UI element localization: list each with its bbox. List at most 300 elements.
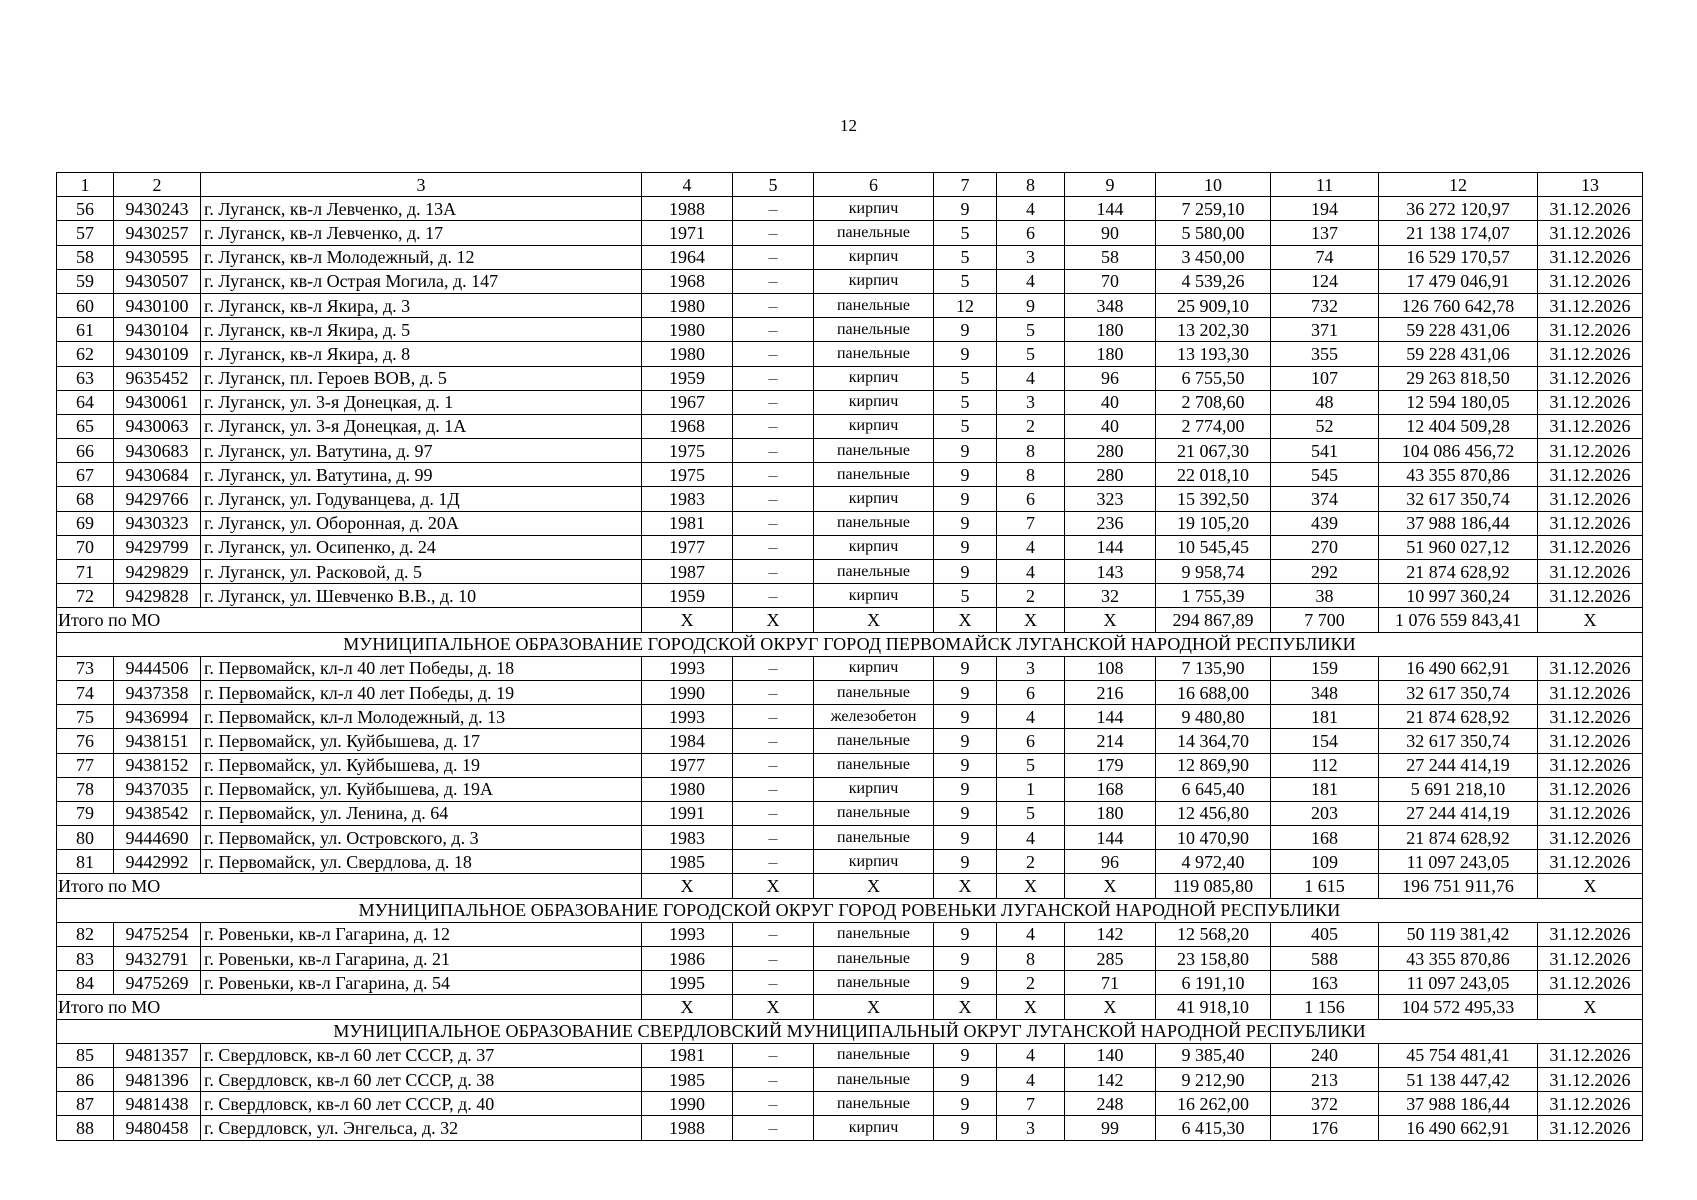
table-row <box>57 318 1643 342</box>
address-cell: г. Луганск, кв-л Острая Могила, д. 147 <box>201 269 642 293</box>
year-built-cell: 1990 <box>642 1092 733 1116</box>
cost-cell: 43 355 870,86 <box>1379 463 1538 487</box>
floors-cell: 9 <box>934 801 997 825</box>
entrances-cell: 7 <box>997 1092 1065 1116</box>
row-number-cell: 81 <box>57 850 114 874</box>
building-id-cell: 9444690 <box>114 826 201 850</box>
table-row <box>57 560 1643 584</box>
wall-material-cell: кирпич <box>814 414 934 438</box>
residents-cell: 112 <box>1271 753 1379 777</box>
total-value-cell: 1 615 <box>1271 874 1379 898</box>
entrances-cell: 4 <box>997 560 1065 584</box>
wall-material-cell: железобетон <box>814 705 934 729</box>
total-value-cell: X <box>934 874 997 898</box>
residents-cell: 292 <box>1271 560 1379 584</box>
row-number-cell: 58 <box>57 245 114 269</box>
cost-cell: 36 272 120,97 <box>1379 197 1538 221</box>
floors-cell: 9 <box>934 342 997 366</box>
reconstruction-year-cell: – <box>733 511 814 535</box>
total-value-cell: X <box>997 995 1065 1019</box>
apartments-cell: 323 <box>1065 487 1156 511</box>
municipality-title: МУНИЦИПАЛЬНОЕ ОБРАЗОВАНИЕ ГОРОДСКОЙ ОКРУГ ГОРОД ПЕРВОМАЙСК ЛУГАНСКОЙ НАРОДНОЙ РЕСПУБЛИКИ <box>57 632 1643 656</box>
cost-cell: 59 228 431,06 <box>1379 318 1538 342</box>
wall-material-cell: панельные <box>814 1043 934 1067</box>
address-cell: г. Луганск, кв-л Левченко, д. 17 <box>201 221 642 245</box>
buildings-registry-table <box>56 172 1643 1141</box>
area-cell: 10 470,90 <box>1156 826 1271 850</box>
row-number-cell: 66 <box>57 439 114 463</box>
area-cell: 25 909,10 <box>1156 293 1271 317</box>
reconstruction-year-cell: – <box>733 922 814 946</box>
reconstruction-year-cell: – <box>733 318 814 342</box>
address-cell: г. Луганск, пл. Героев ВОВ, д. 5 <box>201 366 642 390</box>
residents-cell: 168 <box>1271 826 1379 850</box>
year-built-cell: 1981 <box>642 511 733 535</box>
residents-cell: 270 <box>1271 535 1379 559</box>
reconstruction-year-cell: – <box>733 342 814 366</box>
entrances-cell: 2 <box>997 971 1065 995</box>
year-built-cell: 1993 <box>642 705 733 729</box>
cost-cell: 10 997 360,24 <box>1379 584 1538 608</box>
residents-cell: 52 <box>1271 414 1379 438</box>
row-number-cell: 67 <box>57 463 114 487</box>
floors-cell: 9 <box>934 1116 997 1140</box>
row-number-cell: 75 <box>57 705 114 729</box>
year-built-cell: 1986 <box>642 947 733 971</box>
address-cell: г. Луганск, кв-л Якира, д. 8 <box>201 342 642 366</box>
total-value-cell: 294 867,89 <box>1156 608 1271 632</box>
residents-cell: 159 <box>1271 656 1379 680</box>
apartments-cell: 179 <box>1065 753 1156 777</box>
year-built-cell: 1983 <box>642 487 733 511</box>
floors-cell: 9 <box>934 439 997 463</box>
building-id-cell: 9430109 <box>114 342 201 366</box>
cost-cell: 11 097 243,05 <box>1379 850 1538 874</box>
deadline-cell: 31.12.2026 <box>1538 705 1643 729</box>
residents-cell: 74 <box>1271 245 1379 269</box>
table-row <box>57 680 1643 704</box>
year-built-cell: 1988 <box>642 197 733 221</box>
deadline-cell: 31.12.2026 <box>1538 560 1643 584</box>
apartments-cell: 40 <box>1065 390 1156 414</box>
year-built-cell: 1993 <box>642 656 733 680</box>
building-id-cell: 9430063 <box>114 414 201 438</box>
row-number-cell: 71 <box>57 560 114 584</box>
wall-material-cell: панельные <box>814 1067 934 1091</box>
floors-cell: 9 <box>934 777 997 801</box>
row-number-cell: 65 <box>57 414 114 438</box>
deadline-cell: 31.12.2026 <box>1538 801 1643 825</box>
address-cell: г. Первомайск, ул. Куйбышева, д. 19 <box>201 753 642 777</box>
entrances-cell: 5 <box>997 318 1065 342</box>
table-row <box>57 1092 1643 1116</box>
floors-cell: 9 <box>934 656 997 680</box>
address-cell: г. Луганск, кв-л Якира, д. 5 <box>201 318 642 342</box>
year-built-cell: 1991 <box>642 801 733 825</box>
building-id-cell: 9438151 <box>114 729 201 753</box>
page-number: 12 <box>840 116 857 135</box>
wall-material-cell: панельные <box>814 753 934 777</box>
wall-material-cell: панельные <box>814 293 934 317</box>
table-row <box>57 971 1643 995</box>
apartments-cell: 32 <box>1065 584 1156 608</box>
reconstruction-year-cell: – <box>733 390 814 414</box>
reconstruction-year-cell: – <box>733 245 814 269</box>
table-row <box>57 366 1643 390</box>
column-header: 7 <box>934 173 997 197</box>
building-id-cell: 9442992 <box>114 850 201 874</box>
year-built-cell: 1977 <box>642 753 733 777</box>
total-value-cell: 119 085,80 <box>1156 874 1271 898</box>
area-cell: 13 193,30 <box>1156 342 1271 366</box>
wall-material-cell: панельные <box>814 922 934 946</box>
deadline-cell: 31.12.2026 <box>1538 826 1643 850</box>
floors-cell: 9 <box>934 826 997 850</box>
deadline-cell: 31.12.2026 <box>1538 1043 1643 1067</box>
apartments-cell: 180 <box>1065 342 1156 366</box>
reconstruction-year-cell: – <box>733 293 814 317</box>
apartments-cell: 96 <box>1065 366 1156 390</box>
residents-cell: 137 <box>1271 221 1379 245</box>
area-cell: 15 392,50 <box>1156 487 1271 511</box>
entrances-cell: 2 <box>997 414 1065 438</box>
row-number-cell: 72 <box>57 584 114 608</box>
table-row <box>57 1067 1643 1091</box>
building-id-cell: 9430061 <box>114 390 201 414</box>
municipality-title: МУНИЦИПАЛЬНОЕ ОБРАЗОВАНИЕ СВЕРДЛОВСКИЙ МУНИЦИПАЛЬНЫЙ ОКРУГ ЛУГАНСКОЙ НАРОДНОЙ РЕСПУБЛИКИ <box>57 1019 1643 1043</box>
reconstruction-year-cell: – <box>733 777 814 801</box>
address-cell: г. Луганск, ул. Осипенко, д. 24 <box>201 535 642 559</box>
deadline-cell: 31.12.2026 <box>1538 535 1643 559</box>
wall-material-cell: кирпич <box>814 584 934 608</box>
total-value-cell: 196 751 911,76 <box>1379 874 1538 898</box>
residents-cell: 240 <box>1271 1043 1379 1067</box>
column-header: 6 <box>814 173 934 197</box>
apartments-cell: 180 <box>1065 318 1156 342</box>
floors-cell: 9 <box>934 971 997 995</box>
apartments-cell: 58 <box>1065 245 1156 269</box>
building-id-cell: 9429766 <box>114 487 201 511</box>
wall-material-cell: панельные <box>814 511 934 535</box>
residents-cell: 372 <box>1271 1092 1379 1116</box>
floors-cell: 9 <box>934 197 997 221</box>
cost-cell: 27 244 414,19 <box>1379 753 1538 777</box>
area-cell: 6 191,10 <box>1156 971 1271 995</box>
building-id-cell: 9430595 <box>114 245 201 269</box>
municipality-title: МУНИЦИПАЛЬНОЕ ОБРАЗОВАНИЕ ГОРОДСКОЙ ОКРУГ ГОРОД РОВЕНЬКИ ЛУГАНСКОЙ НАРОДНОЙ РЕСПУБЛИКИ <box>57 898 1643 922</box>
table-row <box>57 439 1643 463</box>
reconstruction-year-cell: – <box>733 439 814 463</box>
reconstruction-year-cell: – <box>733 269 814 293</box>
deadline-cell: 31.12.2026 <box>1538 487 1643 511</box>
area-cell: 9 385,40 <box>1156 1043 1271 1067</box>
total-label: Итого по МО <box>57 874 642 898</box>
floors-cell: 9 <box>934 560 997 584</box>
address-cell: г. Луганск, ул. Ватутина, д. 99 <box>201 463 642 487</box>
apartments-cell: 71 <box>1065 971 1156 995</box>
building-id-cell: 9444506 <box>114 656 201 680</box>
area-cell: 9 958,74 <box>1156 560 1271 584</box>
area-cell: 2 708,60 <box>1156 390 1271 414</box>
deadline-cell: 31.12.2026 <box>1538 366 1643 390</box>
area-cell: 9 480,80 <box>1156 705 1271 729</box>
area-cell: 16 262,00 <box>1156 1092 1271 1116</box>
total-value-cell: X <box>733 608 814 632</box>
area-cell: 23 158,80 <box>1156 947 1271 971</box>
reconstruction-year-cell: – <box>733 705 814 729</box>
total-value-cell: 41 918,10 <box>1156 995 1271 1019</box>
cost-cell: 11 097 243,05 <box>1379 971 1538 995</box>
apartments-cell: 216 <box>1065 680 1156 704</box>
address-cell: г. Свердловск, кв-л 60 лет СССР, д. 40 <box>201 1092 642 1116</box>
area-cell: 10 545,45 <box>1156 535 1271 559</box>
table-row <box>57 947 1643 971</box>
entrances-cell: 4 <box>997 269 1065 293</box>
area-cell: 14 364,70 <box>1156 729 1271 753</box>
table-row <box>57 584 1643 608</box>
residents-cell: 38 <box>1271 584 1379 608</box>
entrances-cell: 2 <box>997 850 1065 874</box>
address-cell: г. Свердловск, ул. Энгельса, д. 32 <box>201 1116 642 1140</box>
building-id-cell: 9430684 <box>114 463 201 487</box>
apartments-cell: 180 <box>1065 801 1156 825</box>
reconstruction-year-cell: – <box>733 729 814 753</box>
apartments-cell: 280 <box>1065 439 1156 463</box>
building-id-cell: 9430683 <box>114 439 201 463</box>
year-built-cell: 1987 <box>642 560 733 584</box>
year-built-cell: 1995 <box>642 971 733 995</box>
entrances-cell: 4 <box>997 1067 1065 1091</box>
area-cell: 9 212,90 <box>1156 1067 1271 1091</box>
row-number-cell: 80 <box>57 826 114 850</box>
table-row <box>57 342 1643 366</box>
building-id-cell: 9429799 <box>114 535 201 559</box>
area-cell: 2 774,00 <box>1156 414 1271 438</box>
reconstruction-year-cell: – <box>733 487 814 511</box>
address-cell: г. Луганск, кв-л Молодежный, д. 12 <box>201 245 642 269</box>
reconstruction-year-cell: – <box>733 535 814 559</box>
wall-material-cell: кирпич <box>814 269 934 293</box>
year-built-cell: 1971 <box>642 221 733 245</box>
building-id-cell: 9429829 <box>114 560 201 584</box>
entrances-cell: 5 <box>997 801 1065 825</box>
address-cell: г. Луганск, ул. Шевченко В.В., д. 10 <box>201 584 642 608</box>
row-number-cell: 59 <box>57 269 114 293</box>
apartments-cell: 214 <box>1065 729 1156 753</box>
building-id-cell: 9480458 <box>114 1116 201 1140</box>
area-cell: 4 539,26 <box>1156 269 1271 293</box>
year-built-cell: 1959 <box>642 584 733 608</box>
cost-cell: 51 138 447,42 <box>1379 1067 1538 1091</box>
apartments-cell: 40 <box>1065 414 1156 438</box>
column-header: 12 <box>1379 173 1538 197</box>
entrances-cell: 4 <box>997 1043 1065 1067</box>
deadline-cell: 31.12.2026 <box>1538 318 1643 342</box>
residents-cell: 541 <box>1271 439 1379 463</box>
total-value-cell: 7 700 <box>1271 608 1379 632</box>
building-id-cell: 9430507 <box>114 269 201 293</box>
table-row <box>57 753 1643 777</box>
residents-cell: 181 <box>1271 705 1379 729</box>
wall-material-cell: панельные <box>814 729 934 753</box>
table-row <box>57 1116 1643 1140</box>
row-number-cell: 76 <box>57 729 114 753</box>
table-row <box>57 245 1643 269</box>
table-row <box>57 269 1643 293</box>
deadline-cell: 31.12.2026 <box>1538 414 1643 438</box>
year-built-cell: 1981 <box>642 1043 733 1067</box>
reconstruction-year-cell: – <box>733 197 814 221</box>
table-row <box>57 390 1643 414</box>
address-cell: г. Первомайск, кл-л 40 лет Победы, д. 19 <box>201 680 642 704</box>
table-row <box>57 293 1643 317</box>
floors-cell: 9 <box>934 463 997 487</box>
wall-material-cell: панельные <box>814 801 934 825</box>
floors-cell: 9 <box>934 1092 997 1116</box>
apartments-cell: 142 <box>1065 922 1156 946</box>
floors-cell: 5 <box>934 414 997 438</box>
area-cell: 3 450,00 <box>1156 245 1271 269</box>
column-header: 13 <box>1538 173 1643 197</box>
cost-cell: 32 617 350,74 <box>1379 487 1538 511</box>
address-cell: г. Луганск, ул. 3-я Донецкая, д. 1А <box>201 414 642 438</box>
area-cell: 12 869,90 <box>1156 753 1271 777</box>
floors-cell: 9 <box>934 753 997 777</box>
total-value-cell: X <box>997 608 1065 632</box>
row-number-cell: 84 <box>57 971 114 995</box>
apartments-cell: 143 <box>1065 560 1156 584</box>
entrances-cell: 4 <box>997 535 1065 559</box>
year-built-cell: 1980 <box>642 293 733 317</box>
reconstruction-year-cell: – <box>733 221 814 245</box>
floors-cell: 5 <box>934 245 997 269</box>
residents-cell: 181 <box>1271 777 1379 801</box>
floors-cell: 5 <box>934 221 997 245</box>
reconstruction-year-cell: – <box>733 414 814 438</box>
area-cell: 12 456,80 <box>1156 801 1271 825</box>
floors-cell: 5 <box>934 390 997 414</box>
area-cell: 12 568,20 <box>1156 922 1271 946</box>
deadline-cell: 31.12.2026 <box>1538 197 1643 221</box>
total-value-cell: X <box>934 608 997 632</box>
floors-cell: 9 <box>934 680 997 704</box>
apartments-cell: 108 <box>1065 656 1156 680</box>
total-value-cell: X <box>1065 608 1156 632</box>
deadline-cell: 31.12.2026 <box>1538 342 1643 366</box>
floors-cell: 9 <box>934 535 997 559</box>
cost-cell: 43 355 870,86 <box>1379 947 1538 971</box>
total-value-cell: X <box>814 995 934 1019</box>
deadline-cell: 31.12.2026 <box>1538 439 1643 463</box>
apartments-cell: 90 <box>1065 221 1156 245</box>
apartments-cell: 285 <box>1065 947 1156 971</box>
column-header: 1 <box>57 173 114 197</box>
row-number-cell: 73 <box>57 656 114 680</box>
address-cell: г. Первомайск, ул. Свердлова, д. 18 <box>201 850 642 874</box>
row-number-cell: 70 <box>57 535 114 559</box>
area-cell: 13 202,30 <box>1156 318 1271 342</box>
wall-material-cell: кирпич <box>814 245 934 269</box>
year-built-cell: 1968 <box>642 269 733 293</box>
wall-material-cell: кирпич <box>814 1116 934 1140</box>
area-cell: 1 755,39 <box>1156 584 1271 608</box>
residents-cell: 213 <box>1271 1067 1379 1091</box>
wall-material-cell: кирпич <box>814 535 934 559</box>
total-value-cell: 1 156 <box>1271 995 1379 1019</box>
wall-material-cell: панельные <box>814 560 934 584</box>
deadline-cell: 31.12.2026 <box>1538 511 1643 535</box>
cost-cell: 21 138 174,07 <box>1379 221 1538 245</box>
cost-cell: 37 988 186,44 <box>1379 1092 1538 1116</box>
year-built-cell: 1968 <box>642 414 733 438</box>
entrances-cell: 8 <box>997 947 1065 971</box>
apartments-cell: 140 <box>1065 1043 1156 1067</box>
column-number-row <box>57 173 1643 197</box>
floors-cell: 5 <box>934 584 997 608</box>
entrances-cell: 6 <box>997 221 1065 245</box>
address-cell: г. Первомайск, кл-л 40 лет Победы, д. 18 <box>201 656 642 680</box>
table-row <box>57 729 1643 753</box>
apartments-cell: 248 <box>1065 1092 1156 1116</box>
entrances-cell: 4 <box>997 705 1065 729</box>
column-header: 8 <box>997 173 1065 197</box>
deadline-cell: 31.12.2026 <box>1538 850 1643 874</box>
apartments-cell: 280 <box>1065 463 1156 487</box>
row-number-cell: 56 <box>57 197 114 221</box>
building-id-cell: 9430100 <box>114 293 201 317</box>
building-id-cell: 9432791 <box>114 947 201 971</box>
row-number-cell: 88 <box>57 1116 114 1140</box>
building-id-cell: 9429828 <box>114 584 201 608</box>
entrances-cell: 6 <box>997 729 1065 753</box>
table-row <box>57 511 1643 535</box>
column-header: 2 <box>114 173 201 197</box>
total-value-cell: X <box>934 995 997 1019</box>
apartments-cell: 168 <box>1065 777 1156 801</box>
cost-cell: 16 529 170,57 <box>1379 245 1538 269</box>
apartments-cell: 96 <box>1065 850 1156 874</box>
building-id-cell: 9430104 <box>114 318 201 342</box>
apartments-cell: 144 <box>1065 705 1156 729</box>
building-id-cell: 9481357 <box>114 1043 201 1067</box>
cost-cell: 32 617 350,74 <box>1379 680 1538 704</box>
year-built-cell: 1985 <box>642 850 733 874</box>
wall-material-cell: кирпич <box>814 197 934 221</box>
entrances-cell: 5 <box>997 753 1065 777</box>
total-value-cell: X <box>733 874 814 898</box>
area-cell: 7 259,10 <box>1156 197 1271 221</box>
area-cell: 4 972,40 <box>1156 850 1271 874</box>
address-cell: г. Луганск, кв-л Левченко, д. 13А <box>201 197 642 221</box>
building-id-cell: 9430323 <box>114 511 201 535</box>
address-cell: г. Ровеньки, кв-л Гагарина, д. 54 <box>201 971 642 995</box>
entrances-cell: 6 <box>997 680 1065 704</box>
cost-cell: 21 874 628,92 <box>1379 826 1538 850</box>
wall-material-cell: панельные <box>814 947 934 971</box>
wall-material-cell: панельные <box>814 826 934 850</box>
table-row <box>57 197 1643 221</box>
reconstruction-year-cell: – <box>733 1043 814 1067</box>
deadline-cell: 31.12.2026 <box>1538 680 1643 704</box>
total-value-cell: X <box>1538 608 1643 632</box>
reconstruction-year-cell: – <box>733 801 814 825</box>
year-built-cell: 1980 <box>642 777 733 801</box>
entrances-cell: 8 <box>997 439 1065 463</box>
wall-material-cell: панельные <box>814 342 934 366</box>
entrances-cell: 4 <box>997 366 1065 390</box>
year-built-cell: 1980 <box>642 342 733 366</box>
apartments-cell: 142 <box>1065 1067 1156 1091</box>
